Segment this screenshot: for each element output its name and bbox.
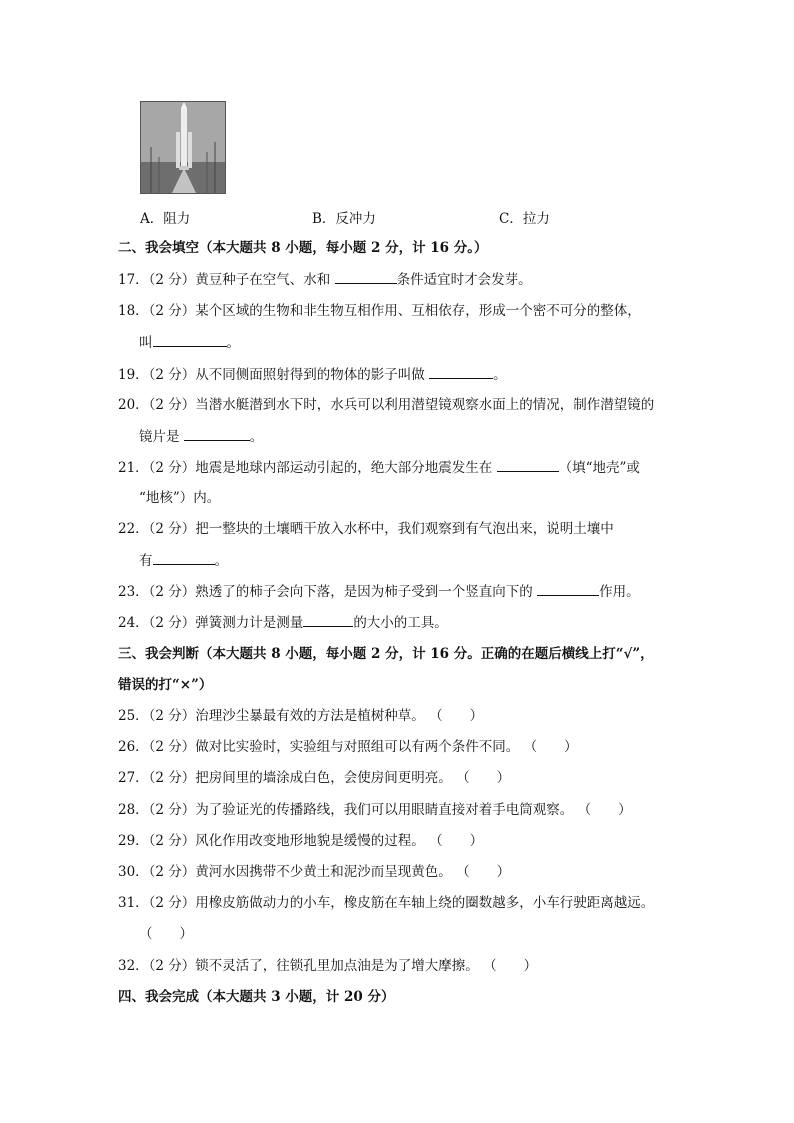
- q27-text: 27．（2 分）把房间里的墙涂成白色，会使房间更明亮。: [118, 770, 452, 786]
- question-25: [118, 707, 483, 725]
- q32-answer-paren[interactable]: （ ）: [483, 958, 538, 974]
- q19-answer-blank[interactable]: [429, 365, 493, 379]
- q30-answer-paren[interactable]: （ ）: [456, 864, 511, 880]
- question-21-cont: “地核”）内。: [139, 490, 221, 506]
- question-20: 20．（2 分）当潜水艇潜到水下时，水兵可以利用潜望镜观察水面上的情况，制作潜望镜的: [118, 397, 655, 413]
- question-19: [118, 365, 507, 384]
- question-30: [118, 863, 510, 881]
- question-18-cont: [139, 333, 240, 352]
- q28-answer-paren[interactable]: （ ）: [577, 802, 632, 818]
- q20-text: 镜片是: [139, 429, 180, 445]
- question-24: [118, 613, 448, 632]
- section-4-heading: 四、我会完成（本大题共 3 小题，计 20 分）: [118, 989, 395, 1005]
- question-29: [118, 832, 483, 850]
- q29-answer-paren[interactable]: （ ）: [429, 833, 484, 849]
- q27-answer-paren[interactable]: （ ）: [456, 770, 511, 786]
- rocket-launch-image: [140, 101, 226, 194]
- rocket-illustration: [141, 102, 226, 194]
- q17-text-end: 条件适宜时才会发芽。: [396, 272, 532, 288]
- question-32: [118, 957, 537, 975]
- question-18: 18．（2 分）某个区域的生物和非生物互相作用、互相依存，形成一个密不可分的整体，: [118, 303, 641, 319]
- question-20-cont: [139, 427, 263, 446]
- q19-text: 19．（2 分）从不同侧面照射得到的物体的影子叫做: [118, 367, 425, 383]
- q29-text: 29．（2 分）风化作用改变地形地貌是缓慢的过程。: [118, 833, 425, 849]
- q28-text: 28．（2 分）为了验证光的传播路线，我们可以用眼睛直接对着手电筒观察。: [118, 802, 574, 818]
- q21-text: 21．（2 分）地震是地球内部运动引起的，绝大部分地震发生在: [118, 460, 493, 476]
- q24-answer-blank[interactable]: [303, 613, 353, 627]
- q26-answer-paren[interactable]: （ ）: [523, 739, 578, 755]
- question-17: [118, 270, 532, 289]
- section-3-heading-cont: 错误的打“×”）: [118, 677, 213, 693]
- q22-text-end: 。: [214, 553, 228, 569]
- question-22: 22．（2 分）把一整块的土壤晒干放入水杯中，我们观察到有气泡出来，说明土壤中: [118, 521, 614, 537]
- q18-text: 叫: [139, 335, 153, 351]
- q24-text-end: 的大小的工具。: [353, 615, 448, 631]
- q30-text: 30．（2 分）黄河水因携带不少黄土和泥沙而呈现黄色。: [118, 864, 452, 880]
- q21-answer-blank[interactable]: [497, 458, 559, 472]
- q17-text: 17．（2 分）黄豆种子在空气、水和: [118, 272, 331, 288]
- q19-text-end: 。: [493, 367, 507, 383]
- option-c[interactable]: C．拉力: [499, 211, 550, 227]
- q18-answer-blank[interactable]: [153, 333, 227, 347]
- q32-text: 32．（2 分）锁不灵活了，往锁孔里加点油是为了增大摩擦。: [118, 958, 479, 974]
- q23-answer-blank[interactable]: [537, 582, 599, 596]
- section-3-heading: 三、我会判断（本大题共 8 小题，每小题 2 分，计 16 分。正确的在题后横线上打“√”，: [118, 646, 654, 662]
- section-2-heading: 二、我会填空（本大题共 8 小题，每小题 2 分，计 16 分。）: [118, 240, 488, 256]
- option-b[interactable]: B．反冲力: [312, 211, 376, 227]
- q25-text: 25．（2 分）治理沙尘暴最有效的方法是植树种草。: [118, 708, 425, 724]
- question-31: 31．（2 分）用橡皮筋做动力的小车，橡皮筋在车轴上绕的圈数越多，小车行驶距离越远。: [118, 895, 655, 911]
- question-22-cont: [139, 551, 228, 570]
- question-27: [118, 769, 510, 787]
- question-31-cont: [139, 925, 193, 943]
- option-a[interactable]: A．阻力: [140, 211, 191, 227]
- q22-text: 有: [139, 553, 153, 569]
- question-21: [118, 458, 640, 477]
- q23-text: 23．（2 分）熟透了的柿子会向下落，是因为柿子受到一个竖直向下的: [118, 584, 533, 600]
- q22-answer-blank[interactable]: [153, 551, 215, 565]
- q21-text-end: （填“地壳”或: [558, 460, 640, 476]
- q23-text-end: 作用。: [599, 584, 640, 600]
- q25-answer-paren[interactable]: （ ）: [429, 708, 484, 724]
- q31-answer-paren[interactable]: （ ）: [139, 926, 193, 942]
- question-23: [118, 582, 640, 601]
- q18-text-end: 。: [226, 335, 240, 351]
- question-26: [118, 738, 578, 756]
- question-28: [118, 801, 632, 819]
- q20-text-end: 。: [249, 429, 264, 445]
- q24-text: 24．（2 分）弹簧测力计是测量: [118, 615, 304, 631]
- q26-text: 26．（2 分）做对比实验时，实验组与对照组可以有两个条件不同。: [118, 739, 520, 755]
- q17-answer-blank[interactable]: [335, 270, 397, 284]
- q20-answer-blank[interactable]: [184, 427, 250, 441]
